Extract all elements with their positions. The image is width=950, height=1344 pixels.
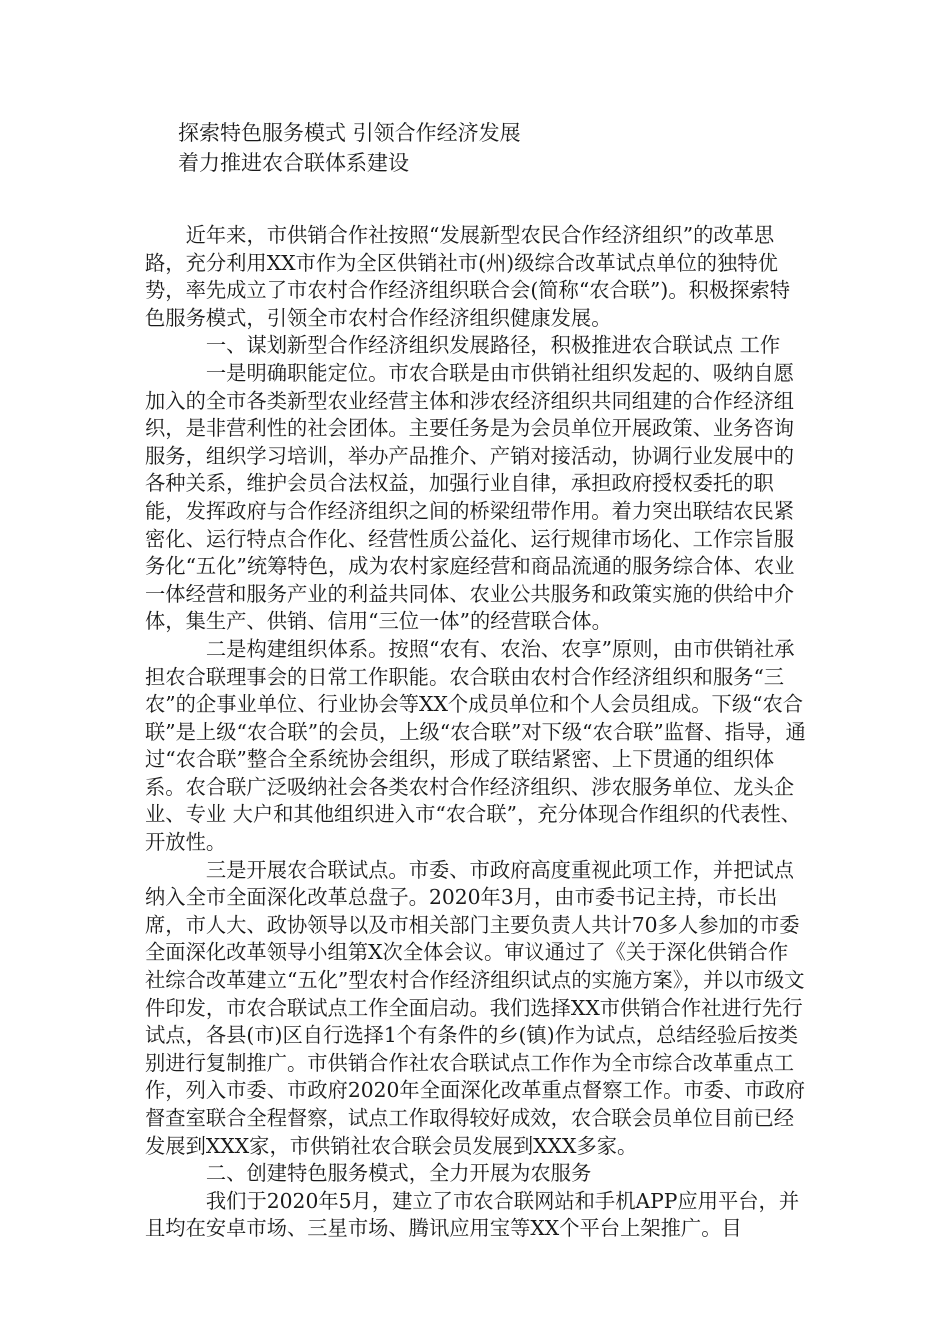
title-line-1: 探索特色服务模式 引领合作经济发展	[178, 121, 521, 145]
paragraph-define-role: 一是明确职能定位。市农合联是由市供销社组织发起的、吸纳自愿加入的全市各类新型农业经营主体和涉农经济组织共同组建的合作经济组织，是非营利性的社会团体。主要任务是为会员单位开展政策、业务咨询服务，组织学习培训，举办产品推介、产销对接活动，协调行业发展中的各种关系，维护会员合法权益，加强行业自律，承担政府授权委托的职能，发挥政府与合作经济组织之间的桥梁纽带作用。着力突出联结农民紧密化、运行特点合作化、经营性质公益化、运行规律市场化、工作宗旨服务化“五化”统筹特色，成为农村家庭经营和商品流通的服务综合体、农业一体经营和服务产业的利益共同体、农业公共服务和政策实施的供给中介体，集生产、供销、信用“三位一体”的经营联合体。	[145, 360, 795, 634]
intro-paragraph: 近年来，市供销合作社按照“发展新型农民合作经济组织”的改革思路，充分利用XX市作为全区供销社市(州)级综合改革试点单位的独特优势，率先成立了市农村合作经济组织联合会(简称“农合联”)。积极探索特色服务模式，引领全市农村合作经济组织健康发展。	[145, 223, 791, 330]
paragraph-build-organization: 二是构建组织体系。按照“农有、农治、农享”原则，由市供销社承担农合联理事会的日常工作职能。农合联由农村合作经济组织和服务“三农”的企事业单位、行业协会等XX个成员单位和个人会员组成。下级“农合联”是上级“农合联”的会员，上级“农合联”对下级“农合联”监督、指导，通过“农合联”整合全系统协会组织，形成了联结紧密、上下贯通的组织体系。农合联广泛吸纳社会各类农村合作经济组织、涉农服务单位、龙头企业、专业 大户和其他组织进入市“农合联”，充分体现合作组织的代表性、开放性。	[145, 636, 806, 855]
document-body	[145, 222, 807, 1243]
paragraph-pilot-program: 三是开展农合联试点。市委、市政府高度重视此项工作，并把试点纳入全市全面深化改革总盘子。2020年3月，由市委书记主持，市长出席，市人大、政协领导以及市相关部门主要负责人共计70多人参加的市委全面深化改革领导小组第X次全体会议。审议通过了《关于深化供销合作社综合改革建立“五化”型农村合作经济组织试点的实施方案》，并以市级文件印发，市农合联试点工作全面启动。我们选择XX市供销合作社进行先行试点，各县(市)区自行选择1个有条件的乡(镇)作为试点，总结经验后按类别进行复制推广。市供销合作社农合联试点工作作为全市综合改革重点工作，列入市委、市政府2020年全面深化改革重点督察工作。市委、市政府督查室联合全程督察，试点工作取得较好成效，农合联会员单位目前已经发展到XXX家，市供销社农合联会员发展到XXX多家。	[145, 857, 806, 1158]
section-heading-1: 一、谋划新型合作经济组织发展路径，积极推进农合联试点 工作	[205, 333, 781, 358]
paragraph-platform: 我们于2020年5月，建立了市农合联网站和手机APP应用平台，并且均在安卓市场、三星市场、腾讯应用宝等XX个平台上架推广。目	[145, 1188, 800, 1241]
section-heading-2: 二、创建特色服务模式，全力开展为农服务	[205, 1161, 592, 1186]
title-block	[178, 118, 521, 178]
title-line-2: 着力推进农合联体系建设	[178, 151, 409, 175]
